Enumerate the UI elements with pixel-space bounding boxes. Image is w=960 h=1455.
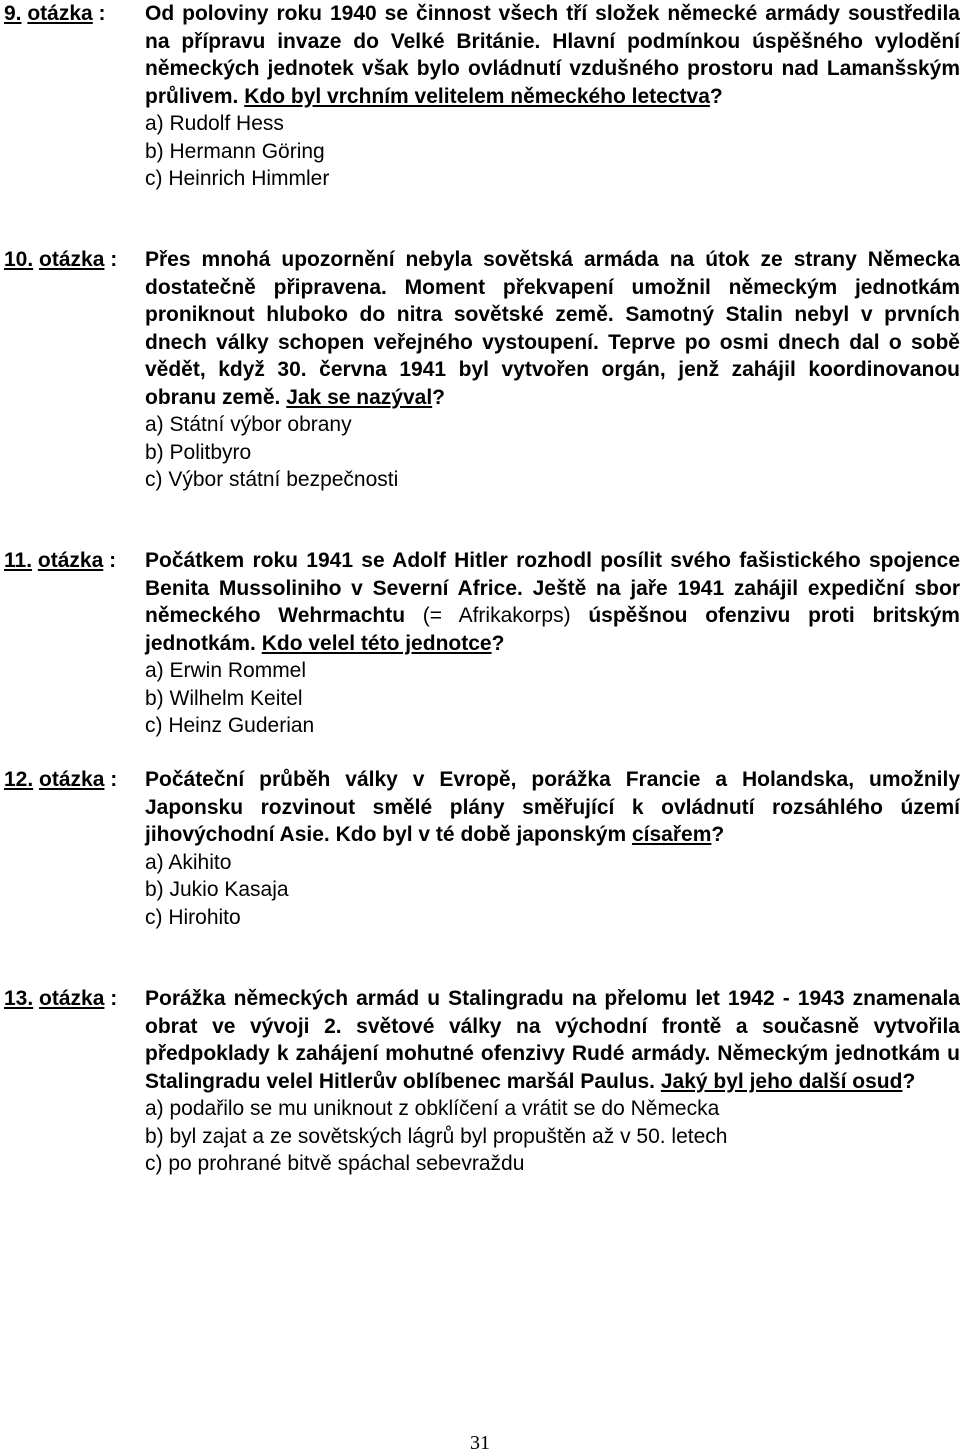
answer-option-c: c) po prohrané bitvě spáchal sebevraždu [145,1152,525,1175]
question-text [145,766,960,849]
answer-option-a: a) Rudolf Hess [145,112,284,135]
question-colon: : [103,549,117,572]
answer-option-a: a) podařilo se mu uniknout z obklíčení a vrátit se do Německa [145,1097,720,1120]
answer-option-b: b) Politbyro [145,440,252,464]
question-number: 13. [4,987,34,1010]
question-mark: ? [902,1069,916,1093]
question-text-part: Počáteční průběh války v Evropě, porážka Francie a Holandska, umožnily Japonsku rozvinout smělé plány směřující k ovládnutí rozsáhlého území jihovýchodní Asie. Kdo byl v té době japonským [145,768,960,846]
answer-option-a: a) Akihito [145,850,232,874]
question-word: otázka [39,987,105,1010]
question-label [4,985,142,1013]
question-body [145,985,960,1178]
question-text [145,985,960,1095]
question-colon: : [104,768,118,791]
question-word: otázka [39,768,105,791]
question-body [145,547,960,740]
question-colon: : [104,987,118,1010]
answer-option-b: b) byl zajat a ze sovětských lágrů byl propuštěn až v 50. letech [145,1124,728,1148]
question-word: otázka [27,2,93,25]
question-label [4,246,142,274]
question-word: otázka [39,248,105,271]
question-number: 9. [4,2,22,25]
question-text-part: Porážka německých armád u Stalingradu na přelomu let 1942 - 1943 znamenala obrat ve vývoji 2. světové války na východní frontě a současně vytvořila předpoklady k zahájení mohutné ofenzivy Rudé armády. Německým jednotkám u Stalingradu velel Hitlerův oblíbenec maršál Paulus. [145,987,960,1093]
afrikakorps-note: (= Afrikakorps) [422,604,571,627]
question-mark: ? [709,84,723,108]
question-text [145,0,960,110]
question-colon: : [104,248,118,271]
answer-list [145,1095,960,1178]
question-text-part: Počátkem roku 1941 se Adolf Hitler rozhodl posílit svého fašistického spojence Benita Mussoliniho v Severní Africe. Ještě na jaře 1941 zahájil expediční sbor německého Wehrmachtu [145,549,960,627]
question-label [4,766,142,794]
question-prompt: Kdo byl vrchním velitelem německého letectva [244,84,710,108]
page-number: 31 [470,1432,490,1454]
question-body [145,246,960,494]
question-mark: ? [711,823,725,846]
question-colon: : [92,2,106,25]
question-prompt: Jak se nazýval [286,385,433,409]
question-number: 11. [4,549,33,572]
question-label [4,0,142,28]
answer-list [145,849,960,932]
question-text [145,547,960,657]
answer-option-a: a) Státní výbor obrany [145,413,352,436]
answer-option-b: b) Wilhelm Keitel [145,686,303,710]
answer-list [145,110,960,193]
answer-option-c: c) Výbor státní bezpečnosti [145,468,399,491]
question-body [145,766,960,931]
question-number: 10. [4,248,34,271]
answer-option-b: b) Hermann Göring [145,139,325,163]
question-text-part: Přes mnohá upozornění nebyla sovětská armáda na útok ze strany Německa dostatečně připravena. Moment překvapení umožnil německým jednotkám proniknout hluboko do nitra sovětské země. Samotný Stalin nebyl v prvních dnech války schopen veřejného vystoupení. Teprve po osmi dnech dal o sobě vědět, když 30. června 1941 byl vytvořen orgán, jenž zahájil koordinovanou obranu země. [145,248,960,409]
answer-list [145,411,960,494]
answer-option-c: c) Heinz Guderian [145,714,315,737]
question-prompt: Jaký byl jeho další osud [660,1069,903,1093]
answer-list [145,657,960,740]
answer-option-a: a) Erwin Rommel [145,659,307,682]
question-word: otázka [37,549,104,572]
question-prompt: císařem [631,823,712,846]
question-prompt: Kdo velel této jednotce [261,631,492,655]
answer-option-c: c) Hirohito [145,905,241,929]
question-text-part: úspěšnou ofenzivu proti britským jednotkám. [145,604,960,655]
question-number: 12. [4,768,34,791]
question-body [145,0,960,193]
answer-option-b: b) Jukio Kasaja [145,878,289,901]
question-mark: ? [491,631,505,655]
question-text-part: Od poloviny roku 1940 se činnost všech tří složek německé armády soustředila na přípravu invaze do Velké Británie. Hlavní podmínkou úspěšného vylodění německých jednotek však bylo ovládnutí vzdušného prostoru nad Lamanšským průlivem. [145,2,960,108]
question-text [145,246,960,411]
question-mark: ? [432,385,445,409]
question-label [4,547,142,575]
answer-option-c: c) Heinrich Himmler [145,167,330,190]
